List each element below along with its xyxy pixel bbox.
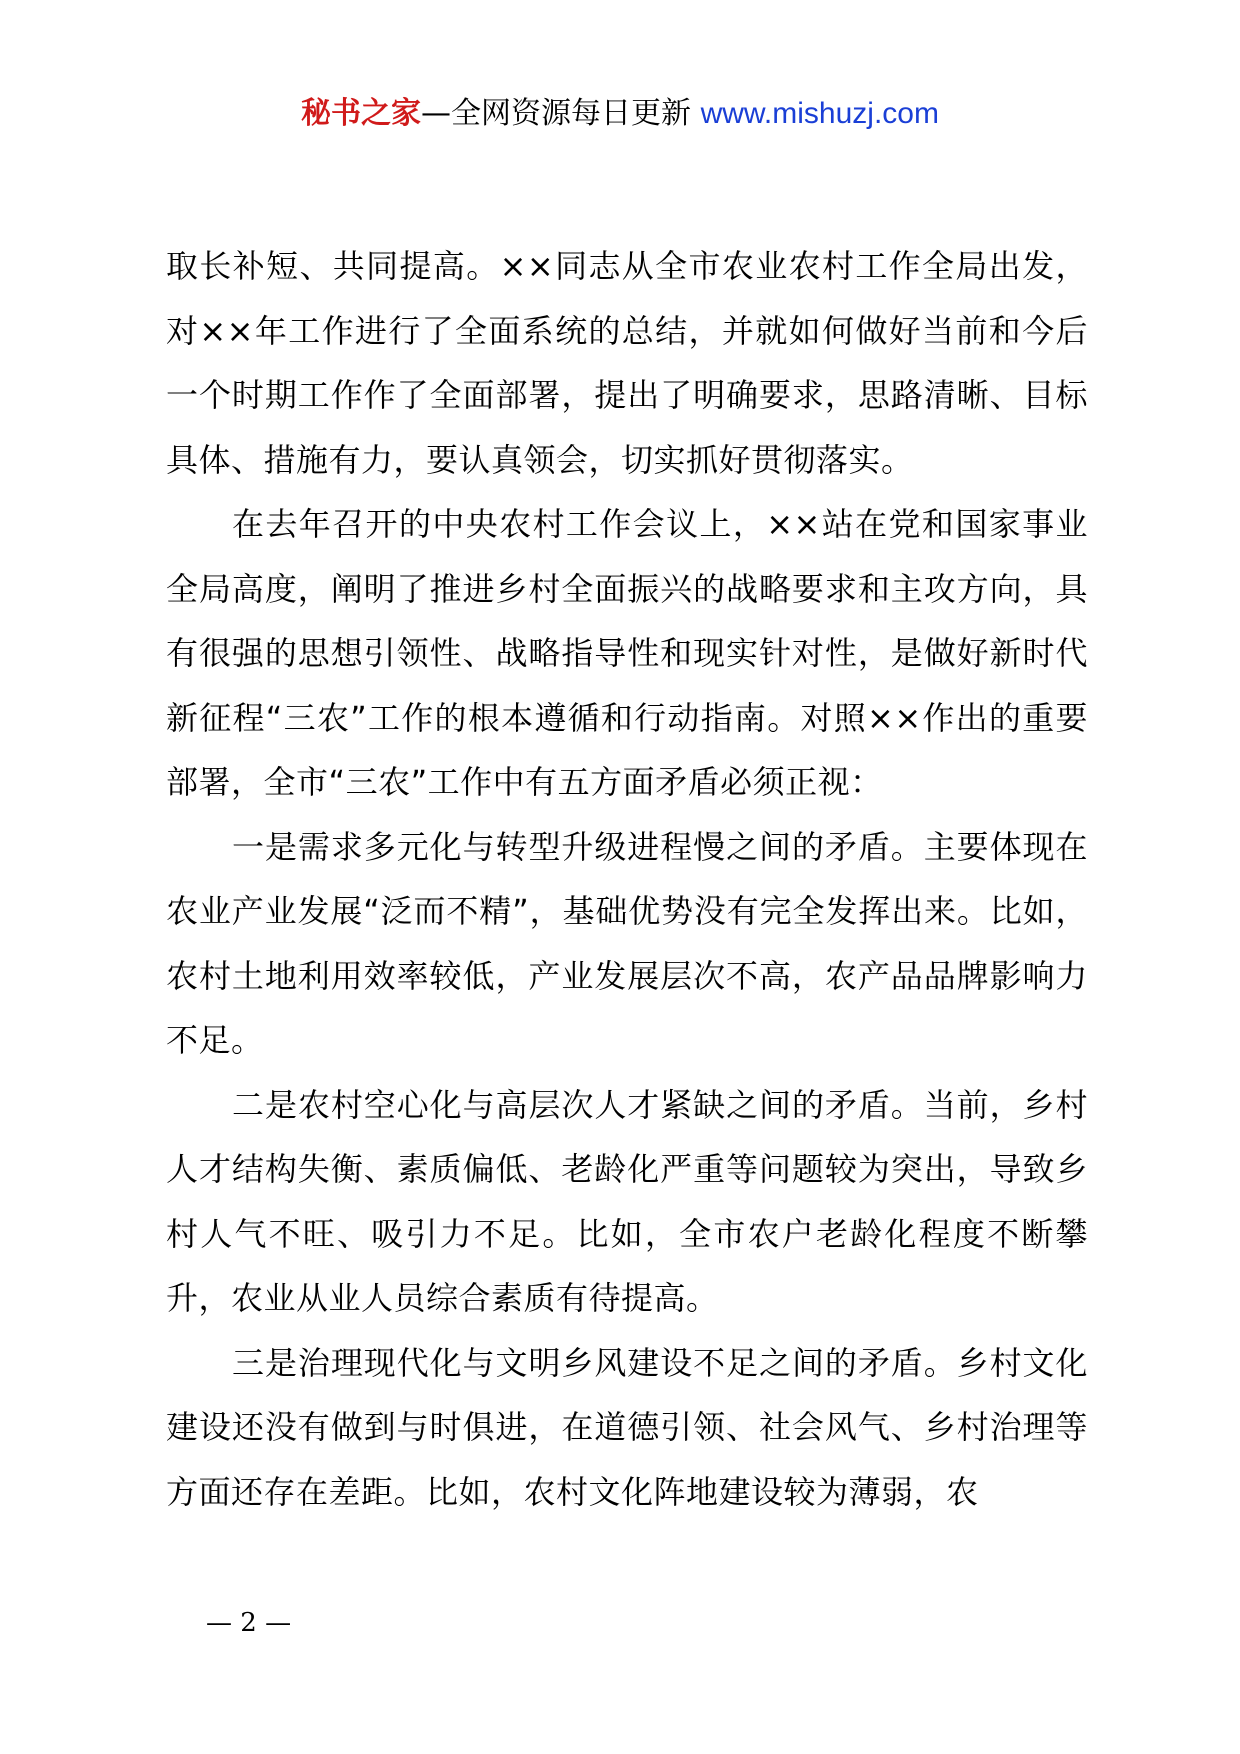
document-body — [166, 234, 1088, 1524]
paragraph-central-conference: 在去年召开的中央农村工作会议上，××站在党和国家事业全局高度，阐明了推进乡村全面振兴的战略要求和主攻方向，具有很强的思想引领性、战略指导性和现实针对性，是做好新时代新征程“三农”工作的根本遵循和行动指南。对照××作出的重要部署，全市“三农”工作中有五方面矛盾必须正视： — [166, 505, 1088, 801]
paragraph-contradiction-three: 三是治理现代化与文明乡风建设不足之间的矛盾。乡村文化建设还没有做到与时俱进，在道德引领、社会风气、乡村治理等方面还存在差距。比如，农村文化阵地建设较为薄弱，农 — [166, 1343, 1088, 1511]
paragraph-contradiction-two: 二是农村空心化与高层次人才紧缺之间的矛盾。当前，乡村人才结构失衡、素质偏低、老龄化严重等问题较为突出，导致乡村人气不旺、吸引力不足。比如，全市农户老龄化程度不断攀升，农业从业人员综合素质有待提高。 — [166, 1085, 1088, 1317]
site-header — [0, 94, 1240, 134]
site-url-link[interactable]: www.mishuzj.com — [700, 97, 939, 130]
site-tagline: —全网资源每日更新 — [421, 96, 692, 131]
page-number: — 2 — — [206, 1608, 292, 1638]
site-brand: 秘书之家 — [301, 96, 422, 131]
paragraph-contradiction-one: 一是需求多元化与转型升级进程慢之间的矛盾。主要体现在农业产业发展“泛而不精”，基础优势没有完全发挥出来。比如，农村土地利用效率较低，产业发展层次不高，农产品品牌影响力不足。 — [166, 827, 1088, 1059]
paragraph-continuation: 取长补短、共同提高。××同志从全市农业农村工作全局出发，对××年工作进行了全面系统的总结，并就如何做好当前和今后一个时期工作作了全面部署，提出了明确要求，思路清晰、目标具体、措施有力，要认真领会，切实抓好贯彻落实。 — [166, 247, 1088, 479]
